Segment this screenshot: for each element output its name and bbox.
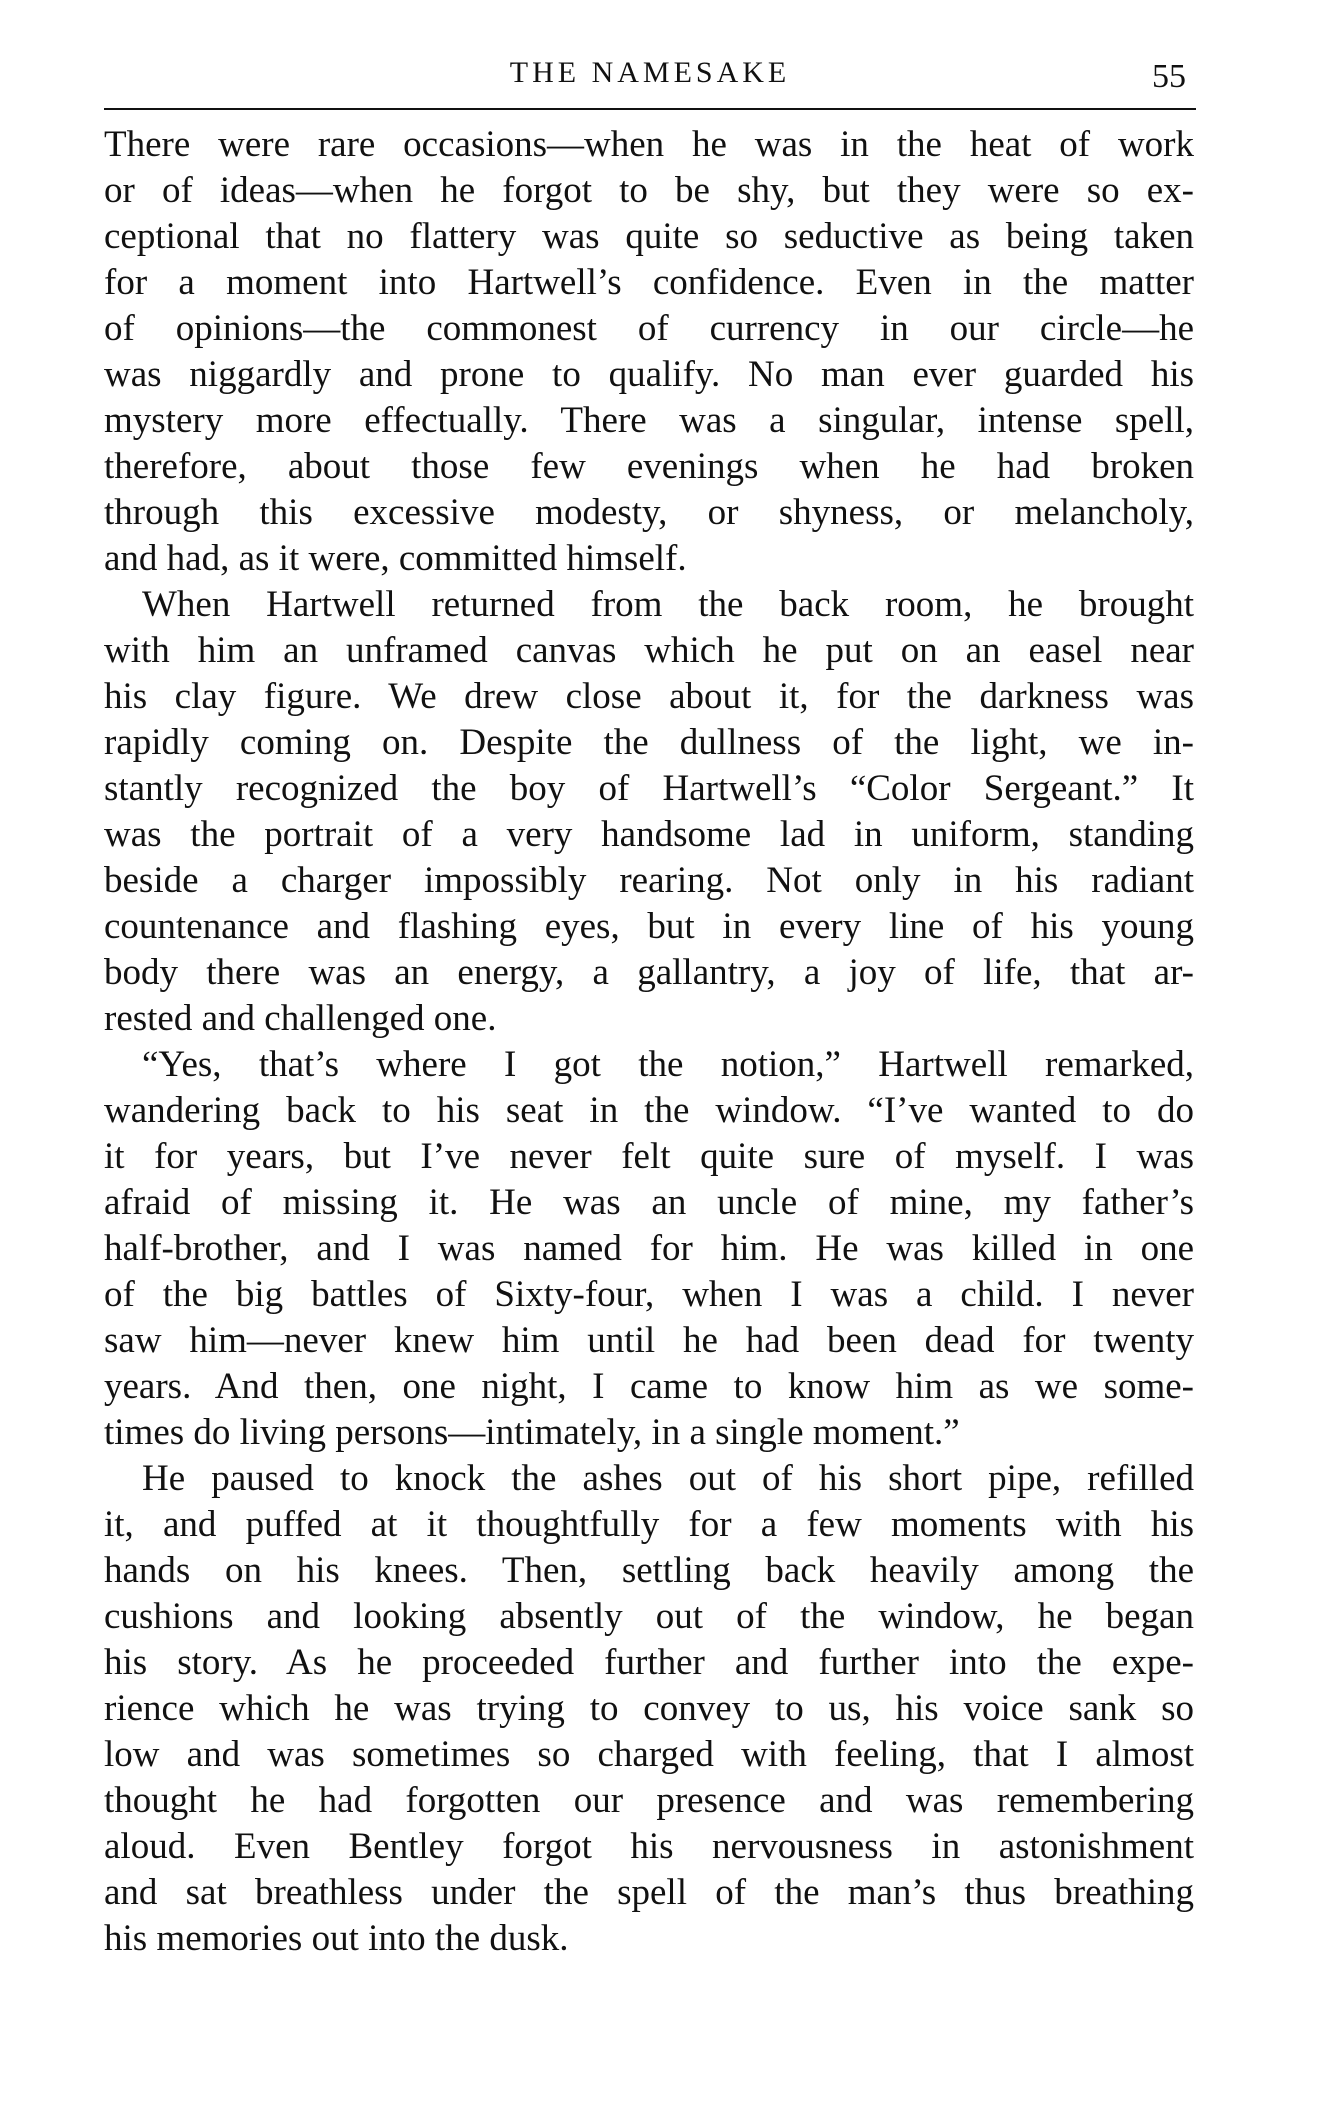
text-line: his memories out into the dusk. bbox=[104, 1918, 569, 1959]
paragraph bbox=[104, 1456, 1194, 1962]
text-line: body there was an energy, a gallantry, a joy of life, that ar- bbox=[104, 952, 1194, 993]
text-line: years. And then, one night, I came to know him as we some- bbox=[104, 1366, 1194, 1407]
text-line: it, and puffed at it thoughtfully for a few moments with his bbox=[104, 1504, 1194, 1545]
text-line: aloud. Even Bentley forgot his nervousness in astonishment bbox=[104, 1826, 1194, 1867]
running-head bbox=[104, 52, 1196, 102]
text-line: rested and challenged one. bbox=[104, 998, 497, 1039]
text-line: half-brother, and I was named for him. He was killed in one bbox=[104, 1228, 1194, 1269]
text-line: low and was sometimes so charged with feeling, that I almost bbox=[104, 1734, 1194, 1775]
text-line: cushions and looking absently out of the window, he began bbox=[104, 1596, 1194, 1637]
text-line: mystery more effectually. There was a singular, intense spell, bbox=[104, 400, 1194, 441]
text-line: ceptional that no flattery was quite so seductive as being taken bbox=[104, 216, 1194, 257]
text-line: wandering back to his seat in the window. “I’ve wanted to do bbox=[104, 1090, 1194, 1131]
text-line: When Hartwell returned from the back room, he brought bbox=[142, 584, 1194, 625]
paragraph bbox=[104, 1042, 1194, 1456]
text-line: his story. As he proceeded further and further into the expe- bbox=[104, 1642, 1194, 1683]
text-line: hands on his knees. Then, settling back heavily among the bbox=[104, 1550, 1194, 1591]
text-line: his clay figure. We drew close about it, for the darkness was bbox=[104, 676, 1194, 717]
text-line: rapidly coming on. Despite the dullness of the light, we in- bbox=[104, 722, 1194, 763]
text-line: stantly recognized the boy of Hartwell’s “Color Sergeant.” It bbox=[104, 768, 1194, 809]
paragraph bbox=[104, 582, 1194, 1042]
text-line: saw him—never knew him until he had been dead for twenty bbox=[104, 1320, 1194, 1361]
text-line: beside a charger impossibly rearing. Not only in his radiant bbox=[104, 860, 1194, 901]
paragraph bbox=[104, 122, 1194, 582]
text-line: There were rare occasions—when he was in the heat of work bbox=[104, 124, 1194, 165]
text-line: countenance and flashing eyes, but in every line of his young bbox=[104, 906, 1194, 947]
text-line: afraid of missing it. He was an uncle of mine, my father’s bbox=[104, 1182, 1194, 1223]
text-line: was the portrait of a very handsome lad in uniform, standing bbox=[104, 814, 1194, 855]
text-line: of the big battles of Sixty-four, when I was a child. I never bbox=[104, 1274, 1194, 1315]
text-line: was niggardly and prone to qualify. No man ever guarded his bbox=[104, 354, 1194, 395]
text-line: times do living persons—intimately, in a single moment.” bbox=[104, 1412, 960, 1453]
text-line: of opinions—the commonest of currency in our circle—he bbox=[104, 308, 1194, 349]
text-line: for a moment into Hartwell’s confidence. Even in the matter bbox=[104, 262, 1194, 303]
text-line: thought he had forgotten our presence and was remembering bbox=[104, 1780, 1194, 1821]
page-number: 55 bbox=[1152, 58, 1186, 95]
text-line: it for years, but I’ve never felt quite sure of myself. I was bbox=[104, 1136, 1194, 1177]
text-line: with him an unframed canvas which he put on an easel near bbox=[104, 630, 1194, 671]
text-line: and sat breathless under the spell of the man’s thus breathing bbox=[104, 1872, 1194, 1913]
text-line: through this excessive modesty, or shyness, or melancholy, bbox=[104, 492, 1194, 533]
text-line: “Yes, that’s where I got the notion,” Hartwell remarked, bbox=[142, 1044, 1194, 1085]
text-line: or of ideas—when he forgot to be shy, but they were so ex- bbox=[104, 170, 1194, 211]
text-line: rience which he was trying to convey to us, his voice sank so bbox=[104, 1688, 1194, 1729]
text-line: therefore, about those few evenings when he had broken bbox=[104, 446, 1194, 487]
header-rule bbox=[104, 108, 1196, 110]
running-title: THE NAMESAKE bbox=[509, 56, 791, 89]
body-text bbox=[104, 122, 1194, 1962]
text-line: He paused to knock the ashes out of his short pipe, refilled bbox=[142, 1458, 1194, 1499]
text-line: and had, as it were, committed himself. bbox=[104, 538, 687, 579]
